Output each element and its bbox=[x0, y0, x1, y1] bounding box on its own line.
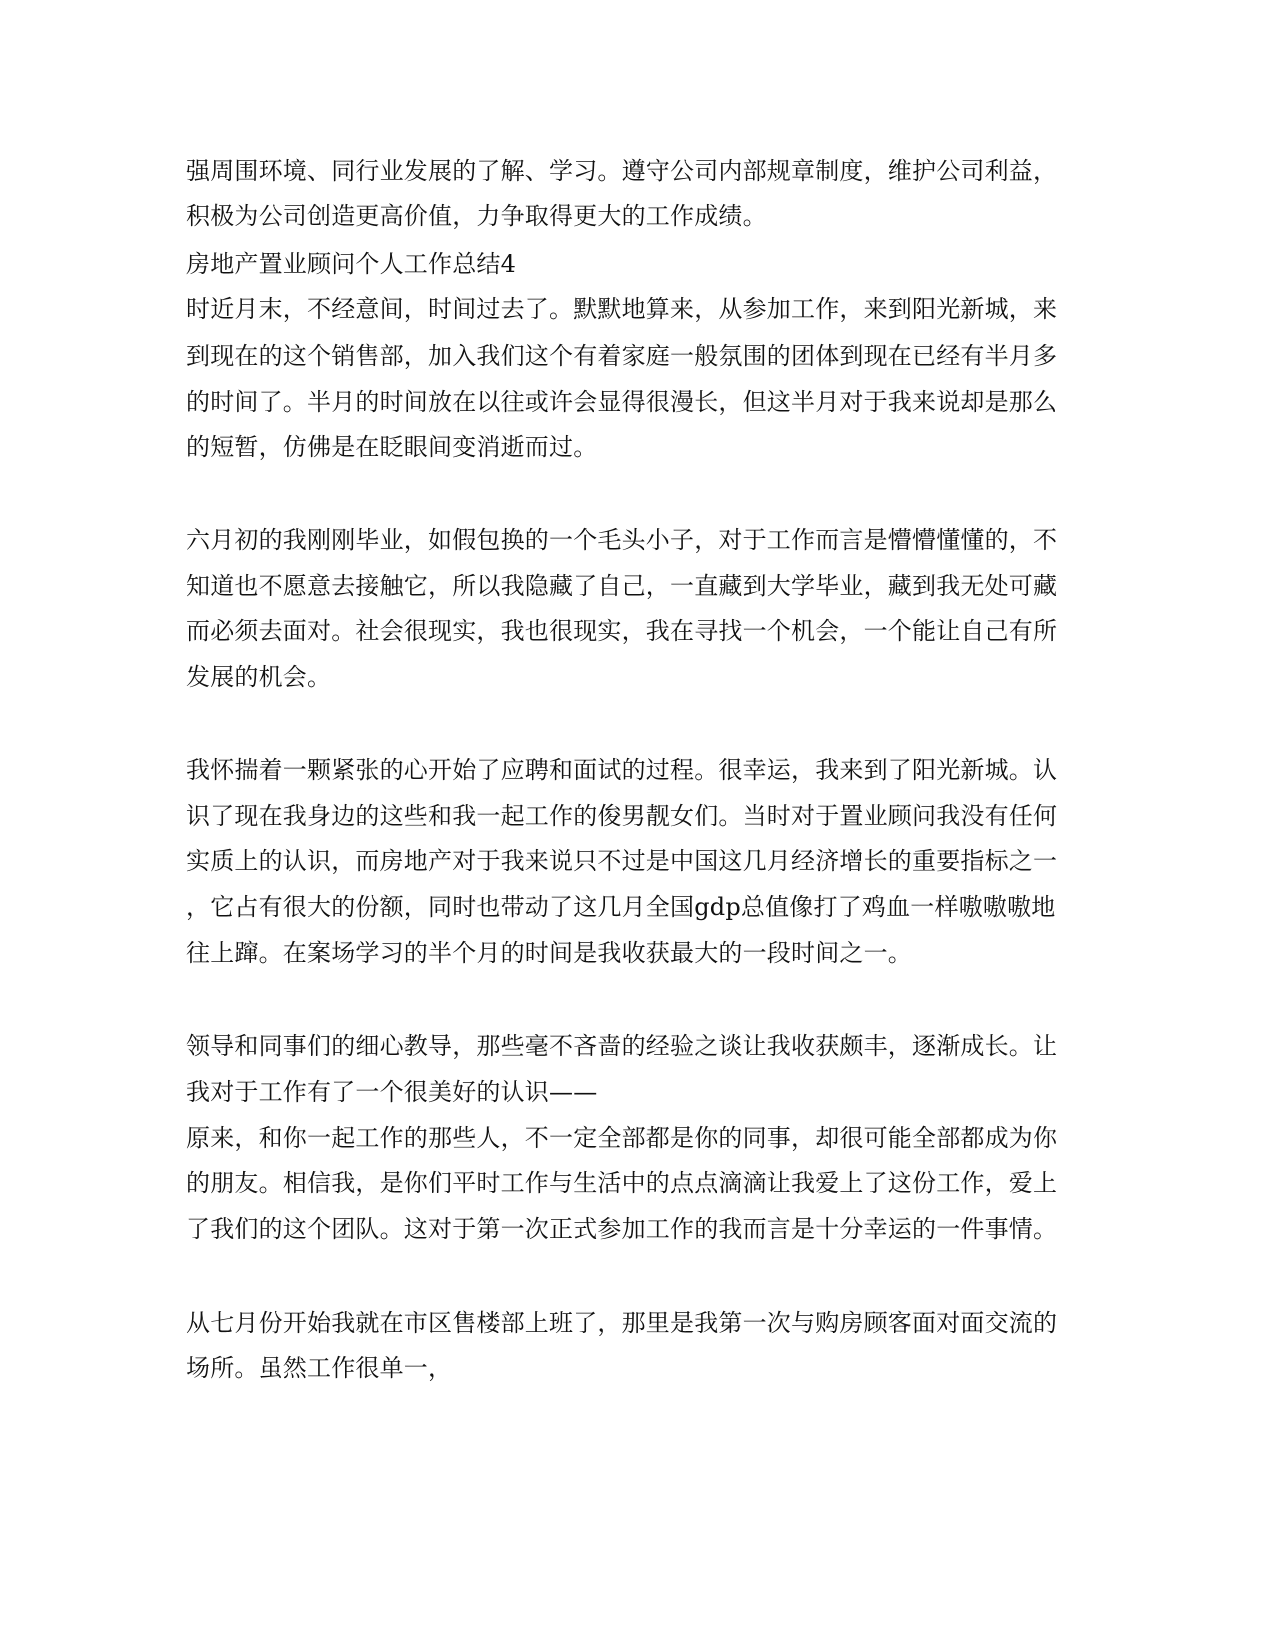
section-heading: 房地产置业顾问个人工作总结4 bbox=[186, 250, 517, 278]
text-line: 的朋友。相信我，是你们平时工作与生活中的点点滴滴让我爱上了这份工作，爱上 bbox=[186, 1169, 1058, 1197]
text-line: 到现在的这个销售部，加入我们这个有着家庭一般氛围的团体到现在已经有半月多 bbox=[186, 342, 1058, 370]
text-line: 场所。虽然工作很单一， bbox=[186, 1354, 453, 1382]
text-line: 我怀揣着一颗紧张的心开始了应聘和面试的过程。很幸运，我来到了阳光新城。认 bbox=[186, 756, 1058, 784]
text-line: 的时间了。半月的时间放在以往或许会显得很漫长，但这半月对于我来说却是那么 bbox=[186, 388, 1058, 416]
text-line: 识了现在我身边的这些和我一起工作的俊男靓女们。当时对于置业顾问我没有任何 bbox=[186, 802, 1058, 830]
text-line: 了我们的这个团队。这对于第一次正式参加工作的我而言是十分幸运的一件事情。 bbox=[186, 1215, 1058, 1243]
text-line: 原来，和你一起工作的那些人，不一定全部都是你的同事，却很可能全部都成为你 bbox=[186, 1124, 1058, 1152]
text-line: 从七月份开始我就在市区售楼部上班了，那里是我第一次与购房顾客面对面交流的 bbox=[186, 1309, 1058, 1337]
text-line: 我对于工作有了一个很美好的认识—— bbox=[186, 1078, 598, 1106]
text-line: 发展的机会。 bbox=[186, 663, 332, 691]
text-line: 积极为公司创造更高价值，力争取得更大的工作成绩。 bbox=[186, 202, 767, 230]
text-line: 实质上的认识，而房地产对于我来说只不过是中国这几月经济增长的重要指标之一 bbox=[186, 847, 1058, 875]
text-line: ，它占有很大的份额，同时也带动了这几月全国gdp总值像打了鸡血一样嗷嗷嗷地 bbox=[186, 893, 1056, 921]
text-line: 知道也不愿意去接触它，所以我隐藏了自己，一直藏到大学毕业，藏到我无处可藏 bbox=[186, 572, 1058, 600]
text-line: 六月初的我刚刚毕业，如假包换的一个毛头小子，对于工作而言是懵懵懂懂的，不 bbox=[186, 526, 1058, 554]
text-line: 强周围环境、同行业发展的了解、学习。遵守公司内部规章制度，维护公司利益， bbox=[186, 157, 1058, 185]
text-line: 而必须去面对。社会很现实，我也很现实，我在寻找一个机会，一个能让自己有所 bbox=[186, 617, 1058, 645]
text-line: 时近月末，不经意间，时间过去了。默默地算来，从参加工作，来到阳光新城，来 bbox=[186, 295, 1058, 323]
text-line: 往上蹿。在案场学习的半个月的时间是我收获最大的一段时间之一。 bbox=[186, 939, 912, 967]
text-line: 的短暂，仿佛是在眨眼间变消逝而过。 bbox=[186, 433, 598, 461]
text-line: 领导和同事们的细心教导，那些毫不吝啬的经验之谈让我收获颇丰，逐渐成长。让 bbox=[186, 1032, 1058, 1060]
